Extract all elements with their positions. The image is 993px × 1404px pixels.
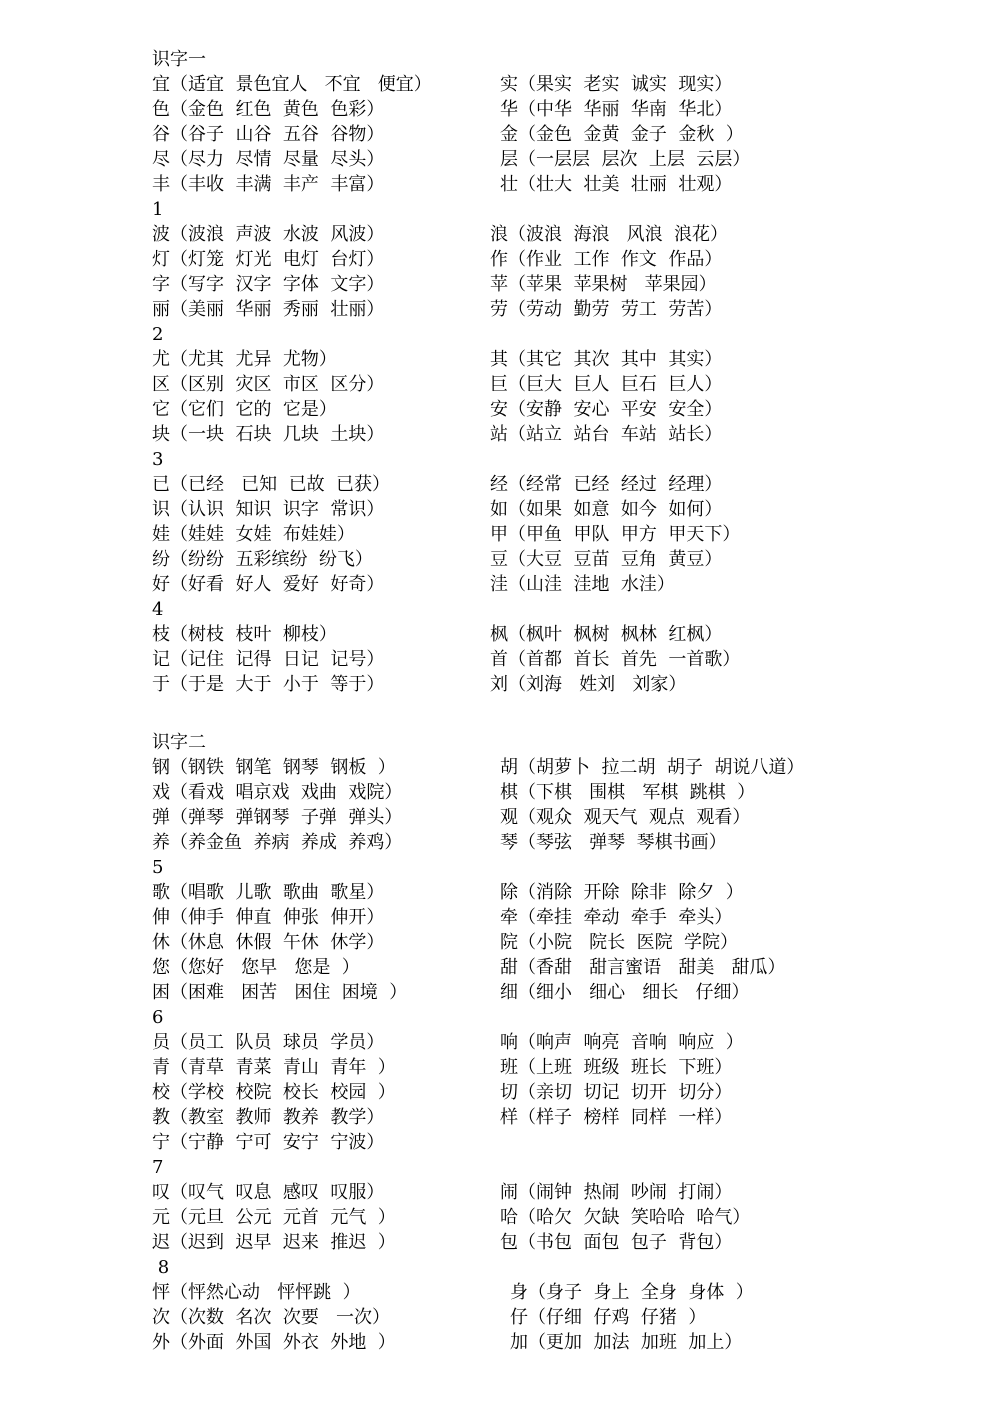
entry-right: 切（亲切 切记 切开 切分）	[500, 1082, 733, 1103]
entry-right: 作（作业 工作 作文 作品）	[490, 249, 723, 270]
entry-left: 5	[152, 857, 164, 878]
entry-right: 首（首都 首长 首先 一首歌）	[490, 649, 741, 670]
entry-right: 哈（哈欠 欠缺 笑哈哈 哈气）	[500, 1207, 751, 1228]
entry-left: 6	[152, 1007, 164, 1028]
entry-left: 已（已经 已知 已故 已获）	[152, 474, 391, 495]
entry-right: 浪（波浪 海浪 风浪 浪花）	[490, 224, 729, 245]
entry-left: 尽（尽力 尽情 尽量 尽头）	[152, 149, 385, 170]
entry-right: 华（中华 华丽 华南 华北）	[500, 99, 733, 120]
entry-left: 宜（适宜 景色宜人 不宜 便宜）	[152, 74, 432, 95]
entry-right: 劳（劳动 勤劳 劳工 劳苦）	[490, 299, 723, 320]
entry-right: 琴（琴弦 弹琴 琴棋书画）	[500, 832, 727, 853]
entry-left: 3	[152, 449, 164, 470]
entry-left: 钢（钢铁 钢笔 钢琴 钢板 ）	[152, 757, 396, 778]
entry-left: 养（养金鱼 养病 养成 养鸡）	[152, 832, 403, 853]
entry-right: 站（站立 站台 车站 站长）	[490, 424, 723, 445]
entry-left: 块（一块 石块 几块 土块）	[152, 424, 385, 445]
entry-right: 苹（苹果 苹果树 苹果园）	[490, 274, 717, 295]
entry-right: 包（书包 面包 包子 背包）	[500, 1232, 733, 1253]
entry-left: 4	[152, 599, 164, 620]
entry-left: 困（困难 困苦 困住 困境 ）	[152, 982, 408, 1003]
entry-left: 灯（灯笼 灯光 电灯 台灯）	[152, 249, 385, 270]
entry-left: 外（外面 外国 外衣 外地 ）	[152, 1332, 396, 1353]
entry-left: 好（好看 好人 爱好 好奇）	[152, 574, 385, 595]
entry-right: 仔（仔细 仔鸡 仔猪 ）	[510, 1307, 707, 1328]
entry-left: 员（员工 队员 球员 学员）	[152, 1032, 385, 1053]
entry-left: 歌（唱歌 儿歌 歌曲 歌星）	[152, 882, 385, 903]
entry-left: 您（您好 您早 您是 ）	[152, 957, 360, 978]
entry-right: 壮（壮大 壮美 壮丽 壮观）	[500, 174, 733, 195]
entry-left: 1	[152, 199, 164, 220]
entry-left: 波（波浪 声波 水波 风波）	[152, 224, 385, 245]
entry-left: 8	[152, 1257, 170, 1278]
entry-left: 丰（丰收 丰满 丰产 丰富）	[152, 174, 385, 195]
entry-right: 枫（枫叶 枫树 枫林 红枫）	[490, 624, 723, 645]
entry-left: 教（教室 教师 教养 教学）	[152, 1107, 385, 1128]
entry-right: 胡（胡萝卜 拉二胡 胡子 胡说八道）	[500, 757, 805, 778]
entry-right: 除（消除 开除 除非 除夕 ）	[500, 882, 744, 903]
entry-right: 细（细小 细心 细长 仔细）	[500, 982, 750, 1003]
entry-left: 伸（伸手 伸直 伸张 伸开）	[152, 907, 385, 928]
entry-right: 甲（甲鱼 甲队 甲方 甲天下）	[490, 524, 741, 545]
entry-right: 甜（香甜 甜言蜜语 甜美 甜瓜）	[500, 957, 786, 978]
entry-right: 豆（大豆 豆苗 豆角 黄豆）	[490, 549, 723, 570]
entry-left: 次（次数 名次 次要 一次）	[152, 1307, 391, 1328]
entry-right: 金（金色 金黄 金子 金秋 ）	[500, 124, 744, 145]
entry-right: 身（身子 身上 全身 身体 ）	[510, 1282, 754, 1303]
entry-right: 样（样子 榜样 同样 一样）	[500, 1107, 733, 1128]
entry-right: 如（如果 如意 如今 如何）	[490, 499, 723, 520]
entry-right: 实（果实 老实 诚实 现实）	[500, 74, 733, 95]
entry-right: 经（经常 已经 经过 经理）	[490, 474, 723, 495]
entry-left: 元（元旦 公元 元首 元气 ）	[152, 1207, 396, 1228]
entry-left: 谷（谷子 山谷 五谷 谷物）	[152, 124, 385, 145]
entry-right: 响（响声 响亮 音响 响应 ）	[500, 1032, 744, 1053]
entry-right: 观（观众 观天气 观点 观看）	[500, 807, 751, 828]
entry-left: 色（金色 红色 黄色 色彩）	[152, 99, 385, 120]
entry-right: 院（小院 院长 医院 学院）	[500, 932, 739, 953]
entry-right: 安（安静 安心 平安 安全）	[490, 399, 723, 420]
entry-left: 休（休息 休假 午休 休学）	[152, 932, 385, 953]
entry-left: 纷（纷纷 五彩缤纷 纷飞）	[152, 549, 373, 570]
entry-right: 刘（刘海 姓刘 刘家）	[490, 674, 687, 695]
entry-left: 校（学校 校院 校长 校园 ）	[152, 1082, 396, 1103]
entry-left: 字（写字 汉字 字体 文字）	[152, 274, 385, 295]
entry-left: 青（青草 青菜 青山 青年 ）	[152, 1057, 396, 1078]
entry-left: 戏（看戏 唱京戏 戏曲 戏院）	[152, 782, 403, 803]
entry-right: 层（一层层 层次 上层 云层）	[500, 149, 751, 170]
entry-right: 闹（闹钟 热闹 吵闹 打闹）	[500, 1182, 733, 1203]
entry-left: 尤（尤其 尤异 尤物）	[152, 349, 337, 370]
entry-left: 怦（怦然心动 怦怦跳 ）	[152, 1282, 361, 1303]
entry-left: 2	[152, 324, 164, 345]
entry-right: 加（更加 加法 加班 加上）	[510, 1332, 743, 1353]
entry-left: 识（认识 知识 识字 常识）	[152, 499, 385, 520]
entry-right: 班（上班 班级 班长 下班）	[500, 1057, 733, 1078]
entry-left: 娃（娃娃 女娃 布娃娃）	[152, 524, 355, 545]
entry-left: 宁（宁静 宁可 安宁 宁波）	[152, 1132, 385, 1153]
entry-right: 其（其它 其次 其中 其实）	[490, 349, 723, 370]
entry-right: 牵（牵挂 牵动 牵手 牵头）	[500, 907, 733, 928]
entry-left: 7	[152, 1157, 164, 1178]
entry-left: 它（它们 它的 它是）	[152, 399, 337, 420]
entry-right: 巨（巨大 巨人 巨石 巨人）	[490, 374, 723, 395]
entry-left: 区（区别 灾区 市区 区分）	[152, 374, 385, 395]
entry-left: 迟（迟到 迟早 迟来 推迟 ）	[152, 1232, 396, 1253]
entry-left: 记（记住 记得 日记 记号）	[152, 649, 385, 670]
entry-left: 识字二	[152, 732, 206, 753]
entry-left: 叹（叹气 叹息 感叹 叹服）	[152, 1182, 385, 1203]
entry-left: 弹（弹琴 弹钢琴 子弹 弹头）	[152, 807, 403, 828]
entry-right: 洼（山洼 洼地 水洼）	[490, 574, 675, 595]
entry-left: 枝（树枝 枝叶 柳枝）	[152, 624, 337, 645]
entry-left: 于（于是 大于 小于 等于）	[152, 674, 385, 695]
entry-right: 棋（下棋 围棋 军棋 跳棋 ）	[500, 782, 756, 803]
entry-left: 丽（美丽 华丽 秀丽 壮丽）	[152, 299, 385, 320]
entry-left: 识字一	[152, 49, 206, 70]
